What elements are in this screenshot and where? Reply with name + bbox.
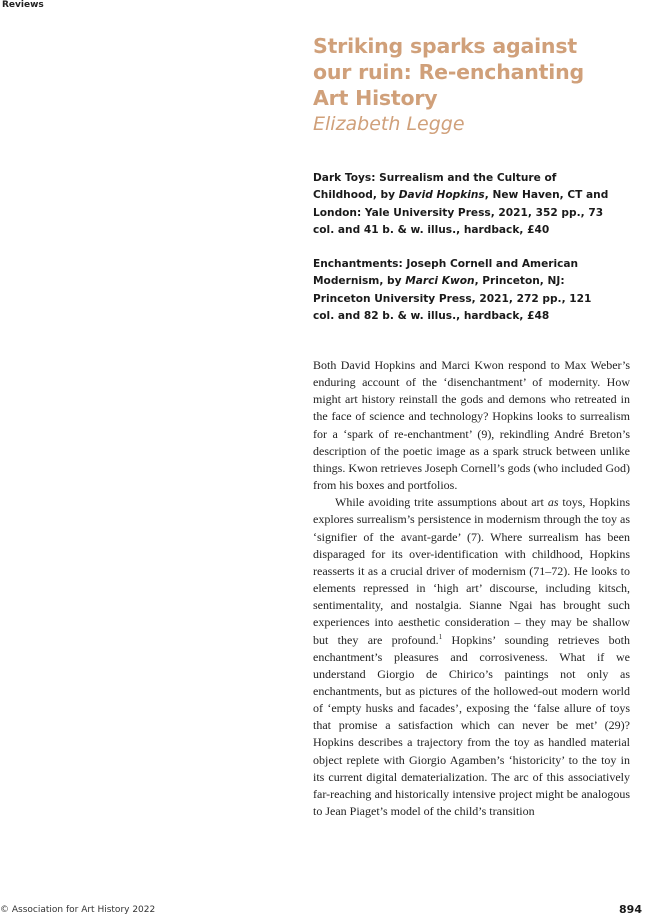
book-reference-1-author: David Hopkins: [398, 189, 485, 202]
copyright-notice: © Association for Art History 2022: [0, 905, 156, 915]
body-paragraph-2-emphasis: as: [547, 495, 559, 510]
book-reference-2: [313, 256, 613, 325]
section-label: Reviews: [2, 0, 44, 10]
book-reference-1-text: Dark Toys: Surrealism and the Culture of Childhood, by: [313, 172, 557, 202]
book-reference-2-text: Enchantments: Joseph Cornell and American Modernism, by: [313, 258, 579, 288]
page-number: 894: [619, 903, 642, 916]
body-paragraph-1: Both David Hopkins and Marci Kwon respond to Max Weber’s enduring account of the ‘disenchantment’ of modernity. How might art history reinstall the gods and demons who retreated in the face of science and technology? Hopkins looks to surrealism for a ‘spark of re-enchantment’ (9), rekindling André Breton’s description of the poetic image as a spark struck between unlike things. Kwon retrieves Joseph Cornell’s gods (who included God) from his boxes and portfolios.: [313, 358, 630, 493]
book-reference-2-author: Marci Kwon: [405, 275, 475, 288]
body-paragraph-2-part-a: While avoiding trite assumptions about art: [335, 495, 548, 510]
book-reference-2-details: , Princeton, NJ: Princeton University Press, 2021, 272 pp., 121 col. and 82 b. & w. illus., hardback, £48: [313, 275, 592, 323]
book-reference-1: [313, 170, 613, 239]
book-references: [313, 170, 613, 342]
body-paragraph-2: [313, 494, 630, 820]
body-paragraph-2-part-b: toys, Hopkins explores surrealism’s persistence in modernism through the toy as ‘signifier of the avant-garde’ (7). Where surrealism has been disparaged for its over-identification with childhood, Hopkins reasserts it as a crucial driver of modernism (71–72). He looks to elements repressed in ‘high art’ discourse, including kitsch, sentimentality, and nostalgia. Sianne Ngai has brought such experiences into aesthetic consideration – they may be shallow but they are profound.: [313, 495, 630, 647]
article-body: [313, 357, 630, 820]
article-author: Elizabeth Legge: [313, 113, 465, 135]
book-reference-1-details: , New Haven, CT and London: Yale University Press, 2021, 352 pp., 73 col. and 41 b. & w. illus., hardback, £40: [313, 189, 609, 236]
article-title: Striking sparks against our ruin: Re-enchanting Art History: [313, 34, 584, 110]
footnote-marker[interactable]: 1: [438, 632, 443, 641]
body-paragraph-2-part-c: Hopkins’ sounding retrieves both enchantment’s pleasures and corrosiveness. What if we understand Giorgio de Chirico’s paintings not only as enchantments, but as pictures of the hollowed-out modern world of ‘empty husks and facades’, exposing the ‘false allure of toys that promise a satisfaction which can never be met’ (29)? Hopkins describes a trajectory from the toy as handled material object replete with Giorgio Agamben’s ‘historicity’ to the toy in its current digital dematerialization. The arc of this associatively far-reaching and historically intensive project might be analogous to Jean Piaget’s model of the child’s transition: [313, 632, 631, 819]
